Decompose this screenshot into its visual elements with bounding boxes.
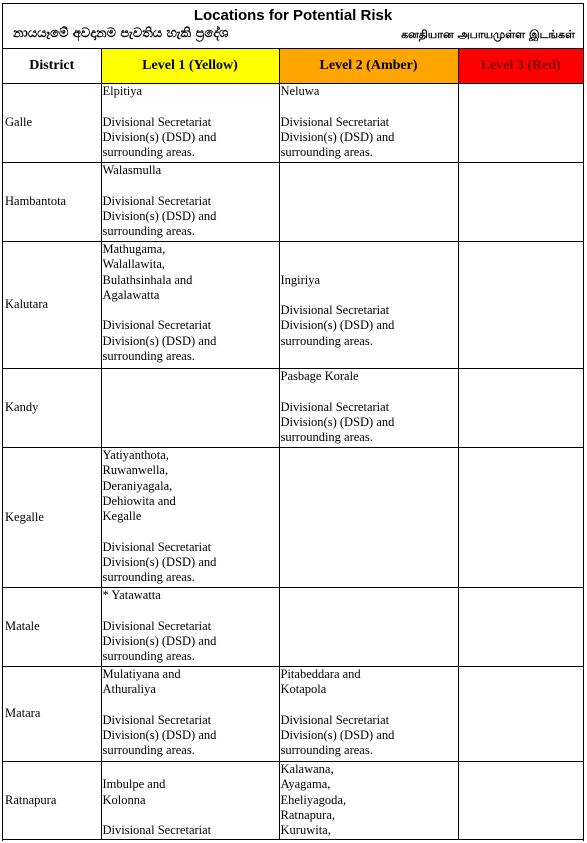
cell-text-line: surrounding areas. (280, 333, 373, 348)
cell-text-line: Division(s) (DSD) and (280, 728, 395, 743)
cell-text-line: Mathugama, (102, 242, 166, 256)
level-2-cell (279, 369, 458, 448)
level-3-cell (458, 163, 583, 242)
level-2-cell (279, 588, 458, 667)
cell-text-line: Dehiowita and (102, 493, 176, 508)
cell-text-line: Divisional Secretariat (102, 114, 212, 129)
blank-line (103, 524, 278, 539)
cell-text-line: Kalawana, (280, 762, 334, 776)
header-level-3: Level 3 (Red) (458, 49, 583, 84)
level-1-cell (101, 762, 279, 840)
level-1-cell (101, 667, 279, 762)
level-2-cell (279, 448, 458, 588)
cell-text-line: Divisional Secretariat (102, 193, 212, 208)
cell-text-line: Ratnapura, (280, 807, 335, 822)
district-cell: Hambantota (3, 163, 101, 242)
cell-text-line: Deraniyagala, (102, 478, 173, 493)
level-3-cell (458, 588, 583, 667)
cell-text-line: Divisional Secretariat (280, 114, 390, 129)
level-1-cell (101, 84, 279, 163)
cell-text-line: Ruwanwella, (102, 463, 169, 478)
cell-text-line: surrounding areas. (102, 145, 195, 160)
district-cell: Matara (3, 667, 101, 762)
level-3-cell (458, 762, 583, 840)
cell-text-line: surrounding areas. (102, 349, 195, 364)
cell-text-line: Divisional Secretariat (102, 712, 212, 727)
level-1-cell (101, 448, 279, 588)
blank-line (281, 698, 457, 713)
cell-text-line: Division(s) (DSD) and (280, 414, 395, 429)
cell-text-line: Mulatiyana and (102, 667, 181, 681)
blank-line (281, 99, 457, 114)
cell-text-line: Ingiriya (280, 272, 321, 287)
level-2-cell (279, 762, 458, 840)
blank-line (103, 603, 278, 618)
table-row (3, 84, 583, 163)
cell-text-line: Eheliyagoda, (280, 792, 347, 807)
cell-text-line: surrounding areas. (280, 430, 373, 445)
cell-text-line: Divisional Secretariat (280, 399, 390, 414)
level-3-cell (458, 448, 583, 588)
level-1-cell (101, 163, 279, 242)
blank-line (281, 242, 457, 257)
cell-text-line: Imbulpe and (102, 777, 166, 792)
blank-line (103, 762, 278, 777)
cell-text-line: * Yatawatta (102, 588, 161, 602)
blank-line (281, 257, 457, 272)
level-2-cell (279, 84, 458, 163)
cell-text-line: surrounding areas. (280, 743, 373, 758)
blank-line (103, 808, 278, 823)
cell-text-line: Division(s) (DSD) and (102, 728, 217, 743)
cell-text-line: surrounding areas. (102, 743, 195, 758)
blank-line (103, 99, 278, 114)
sinhala-subtitle: නායයෑමේ අවදානම පැවතිය හැකි ප්‍රදේශ (13, 26, 229, 41)
cell-text-line: Division(s) (DSD) and (102, 633, 217, 648)
cell-text-line: Divisional Secretariat (102, 823, 212, 838)
table-row (3, 762, 583, 840)
district-cell: Kegalle (3, 448, 101, 588)
blank-line (103, 178, 278, 193)
level-1-cell (101, 588, 279, 667)
header-row (3, 49, 583, 84)
blank-line (281, 288, 457, 303)
table-row (3, 667, 583, 762)
level-3-cell (458, 242, 583, 369)
level-1-cell (101, 369, 279, 448)
cell-text-line: Division(s) (DSD) and (102, 129, 217, 144)
district-cell: Matale (3, 588, 101, 667)
table-row (3, 163, 583, 242)
level-2-cell (279, 163, 458, 242)
cell-text-line: Walallawita, (102, 257, 166, 272)
header-district: District (3, 49, 101, 84)
table-row (3, 588, 583, 667)
cell-text-line: Elpitiya (102, 84, 143, 98)
level-2-cell (279, 667, 458, 762)
cell-text-line: Division(s) (DSD) and (102, 333, 217, 348)
page-title: Locations for Potential Risk (193, 7, 393, 24)
table-row (3, 369, 583, 448)
cell-text-line: Agalawatta (102, 287, 160, 302)
blank-line (103, 303, 278, 318)
cell-text-line: Pitabeddara and (280, 667, 361, 681)
district-cell: Kalutara (3, 242, 101, 369)
cell-text-line: Bulathsinhala and (102, 272, 193, 287)
tamil-subtitle: கனதியான அபாயமுள்ள இடங்கள் (401, 28, 575, 41)
district-cell: Kandy (3, 369, 101, 448)
cell-text-line: surrounding areas. (102, 224, 195, 239)
level-3-cell (458, 369, 583, 448)
cell-text-line: Divisional Secretariat (102, 618, 212, 633)
level-3-cell (458, 84, 583, 163)
cell-text-line: Walasmulla (102, 163, 162, 177)
cell-text-line: Pasbage Korale (280, 369, 359, 383)
cell-text-line: Ayagama, (280, 777, 331, 792)
document-page (2, 3, 584, 841)
cell-text-line: Divisional Secretariat (102, 539, 212, 554)
table-row (3, 242, 583, 369)
blank-line (281, 384, 457, 399)
cell-text-line: Division(s) (DSD) and (102, 555, 217, 570)
cell-text-line: Divisional Secretariat (280, 303, 390, 318)
title-block (3, 4, 583, 49)
cell-text-line: Athuraliya (102, 682, 156, 697)
cell-text-line: Divisional Secretariat (102, 318, 212, 333)
cell-text-line: Division(s) (DSD) and (280, 318, 395, 333)
district-cell: Ratnapura (3, 762, 101, 840)
cell-text-line: surrounding areas. (102, 649, 195, 664)
cell-text-line: Yatiyanthota, (102, 448, 169, 462)
level-1-cell (101, 242, 279, 369)
district-cell: Galle (3, 84, 101, 163)
level-2-cell (279, 242, 458, 369)
cell-text-line: surrounding areas. (280, 145, 373, 160)
cell-text-line: Division(s) (DSD) and (102, 208, 217, 223)
blank-line (103, 698, 278, 713)
risk-locations-table (3, 49, 583, 840)
table-row (3, 448, 583, 588)
cell-text-line: Divisional Secretariat (280, 712, 390, 727)
cell-text-line: Kuruwita, (280, 823, 331, 838)
cell-text-line: Kotapola (280, 682, 327, 697)
header-level-1: Level 1 (Yellow) (101, 49, 279, 84)
cell-text-line: Division(s) (DSD) and (280, 129, 395, 144)
cell-text-line: Kegalle (102, 509, 142, 524)
cell-text-line: Neluwa (280, 84, 320, 98)
header-level-2: Level 2 (Amber) (279, 49, 458, 84)
cell-text-line: Kolonna (102, 792, 146, 807)
level-3-cell (458, 667, 583, 762)
cell-text-line: surrounding areas. (102, 570, 195, 585)
